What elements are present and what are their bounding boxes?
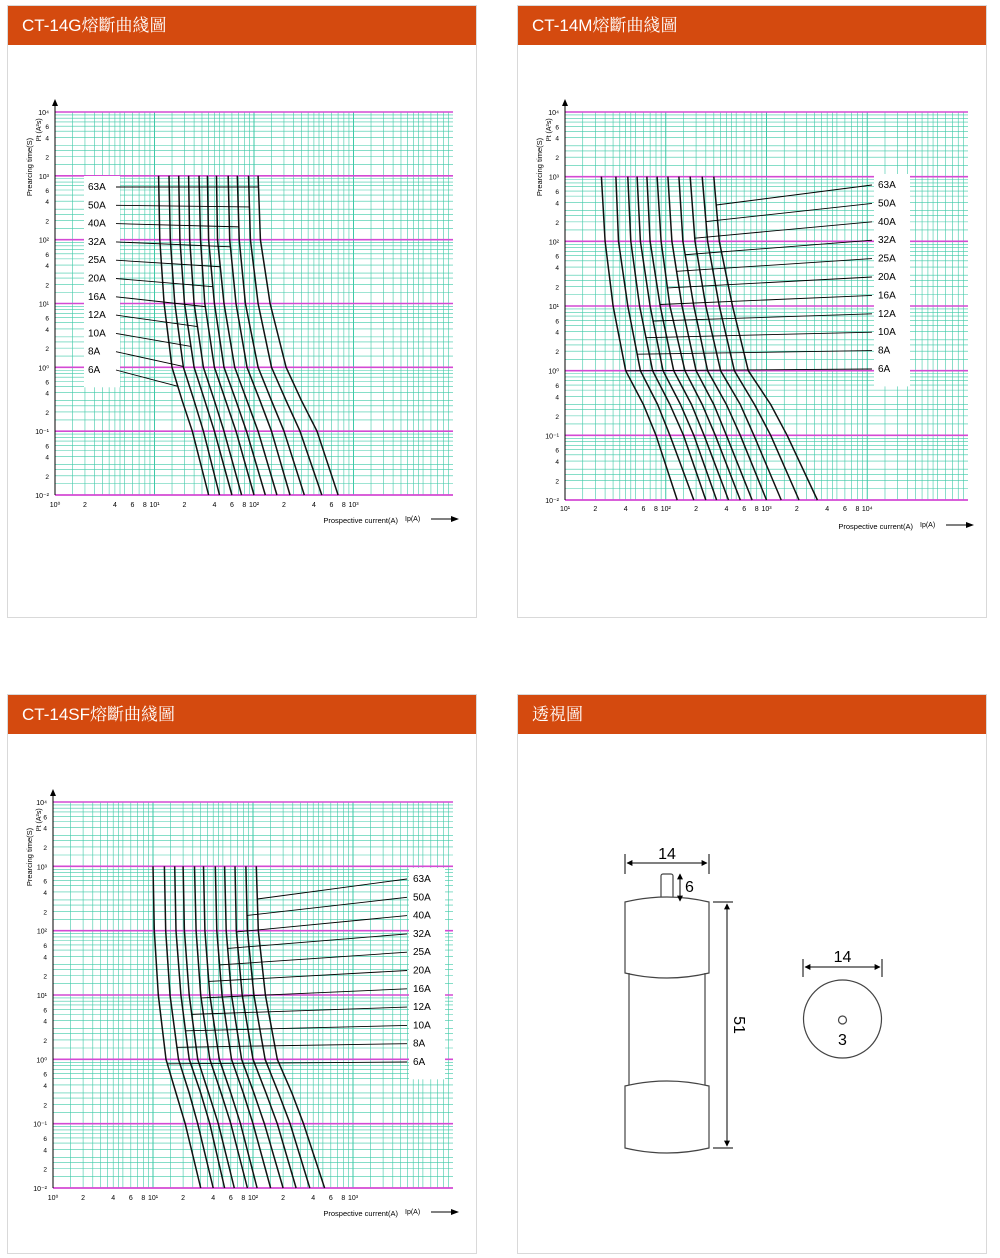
legend-label-63A: 63A <box>88 182 106 193</box>
legend-label-20A: 20A <box>88 273 106 285</box>
fuse-chart-ct14g <box>8 45 476 617</box>
fuse-chart-ct14m <box>518 45 986 617</box>
legend-leader-16A <box>116 297 205 307</box>
x-tick-label: 10⁰ <box>49 502 61 509</box>
legend-label-32A: 32A <box>88 236 106 248</box>
grid <box>50 789 453 1188</box>
x-tick-label: 2 <box>81 1195 86 1202</box>
x-axis-symbol: Ip(A) <box>405 1209 421 1216</box>
x-tick-label: 4 <box>724 506 729 513</box>
y-minor-tick-label: 4 <box>555 329 559 337</box>
x-tick-label: 8 <box>142 502 147 509</box>
y-minor-tick-label: 4 <box>45 199 49 207</box>
x-tick-label: 2 <box>281 502 286 509</box>
legend-leader-25A <box>116 260 220 267</box>
curve-63A <box>258 176 338 495</box>
y-minor-tick-label: 2 <box>45 346 49 354</box>
y-minor-tick-label: 4 <box>555 265 559 273</box>
x-tick-label: 8 <box>242 502 247 509</box>
legend-label-40A: 40A <box>88 218 106 230</box>
legend-label-6A: 6A <box>413 1057 426 1068</box>
x-axis-symbol: Ip(A) <box>405 516 421 523</box>
y-minor-tick-label: 2 <box>43 844 47 852</box>
curve-40A <box>690 177 781 500</box>
x-tick-label: 2 <box>794 506 799 513</box>
y-tick-label: 10⁰ <box>548 368 559 376</box>
x-tick-label: 2 <box>593 506 598 513</box>
legend-label-40A: 40A <box>413 910 431 922</box>
legend-leader-32A <box>228 934 407 949</box>
y-tick-label: 10³ <box>548 174 559 182</box>
x-tick-label: 10² <box>248 502 260 509</box>
dim-diameter-end: 14 <box>833 949 852 966</box>
x-axis-arrow <box>451 1209 459 1215</box>
fuse-curves <box>601 177 817 500</box>
legend-leader-20A <box>209 971 407 982</box>
legend-leader-12A <box>116 315 197 326</box>
y-minor-tick-label: 6 <box>555 447 559 455</box>
x-tick-label: 8 <box>341 502 346 509</box>
x-tick-label: 6 <box>328 1195 333 1202</box>
perspective-panel <box>517 694 987 1254</box>
dim-length: 51 <box>730 1016 747 1034</box>
y-tick-label: 10⁻² <box>33 1186 47 1193</box>
dim-pin-length: 6 <box>685 879 694 896</box>
y-minor-tick-label: 6 <box>555 253 559 261</box>
panel-title: CT-14M熔斷曲綫圖 <box>518 6 986 45</box>
y-minor-tick-label: 4 <box>43 889 47 897</box>
fuse-chart-ct14sf <box>8 734 476 1253</box>
curve-63A <box>256 866 324 1188</box>
y-axis-label: Prearcing time(S) <box>25 137 34 197</box>
x-tick-label: 4 <box>211 1195 216 1202</box>
x-tick-label: 10³ <box>761 506 772 513</box>
x-axis-label: Prospective current(A) <box>323 516 398 525</box>
panel-title: CT-14G熔斷曲綫圖 <box>8 6 476 45</box>
dim-hole: 3 <box>838 1032 847 1049</box>
y-minor-tick-label: 2 <box>45 154 49 162</box>
x-tick-label: 8 <box>754 506 759 513</box>
y-tick-label: 10¹ <box>38 301 49 309</box>
x-tick-label: 10³ <box>348 502 359 509</box>
y-minor-tick-label: 2 <box>45 282 49 290</box>
chart-panel-ct14g <box>7 5 477 618</box>
x-tick-label: 6 <box>329 502 334 509</box>
legend-leader-10A <box>185 1025 407 1030</box>
y-tick-label: 10² <box>38 237 49 245</box>
legend-label-6A: 6A <box>878 364 891 375</box>
panel-title: CT-14SF熔斷曲綫圖 <box>8 695 476 734</box>
y-axis-arrow <box>52 99 58 106</box>
x-tick-label: 6 <box>229 502 234 509</box>
curve-25A <box>215 866 270 1188</box>
curve-20A <box>657 177 740 500</box>
x-axis-symbol: Ip(A) <box>920 522 936 529</box>
x-tick-label: 6 <box>641 506 646 513</box>
legend-label-16A: 16A <box>88 291 106 303</box>
legend-label-63A: 63A <box>878 180 896 191</box>
y-minor-tick-label: 6 <box>45 443 49 451</box>
y-minor-tick-label: 2 <box>43 1037 47 1045</box>
y-tick-label: 10⁰ <box>36 1057 47 1065</box>
y-minor-tick-label: 6 <box>555 318 559 326</box>
y-tick-label: 10¹ <box>548 304 559 311</box>
legend-label-50A: 50A <box>878 198 896 210</box>
legend-leader-8A <box>116 352 183 367</box>
legend-leader-8A <box>177 1044 407 1048</box>
y-minor-tick-label: 2 <box>555 155 559 163</box>
x-tick-label: 6 <box>842 506 847 513</box>
y-minor-tick-label: 2 <box>43 1102 47 1110</box>
legend-label-32A: 32A <box>413 928 431 940</box>
curve-6A <box>159 176 209 495</box>
y-minor-tick-label: 6 <box>43 814 47 822</box>
x-tick-label: 10³ <box>347 1195 359 1202</box>
y-minor-tick-label: 4 <box>43 1018 47 1026</box>
x-axis-label: Prospective current(A) <box>838 522 913 531</box>
legend-leader-40A <box>116 224 239 227</box>
y-minor-tick-label: 6 <box>555 189 559 197</box>
y-axis-sublabel: I²t (A²s) <box>36 808 43 832</box>
y-minor-tick-label: 4 <box>555 394 559 402</box>
x-tick-label: 8 <box>855 506 860 513</box>
y-minor-tick-label: 6 <box>45 315 49 323</box>
fuse-drawing <box>518 734 986 1253</box>
y-tick-label: 10² <box>36 928 47 936</box>
y-minor-tick-label: 4 <box>45 390 49 398</box>
y-minor-tick-label: 2 <box>43 909 47 917</box>
x-tick-label: 4 <box>825 506 830 513</box>
y-tick-label: 10¹ <box>36 993 47 1000</box>
legend-leader-10A <box>646 332 872 337</box>
x-tick-label: 2 <box>82 502 87 509</box>
x-tick-label: 4 <box>112 502 117 509</box>
y-minor-tick-label: 2 <box>45 409 49 417</box>
legend-label-12A: 12A <box>878 308 896 320</box>
y-tick-label: 10⁴ <box>548 110 559 117</box>
y-minor-tick-label: 6 <box>43 1071 47 1079</box>
y-tick-label: 10⁴ <box>38 110 49 117</box>
legend-label-16A: 16A <box>878 290 896 302</box>
x-axis-arrow <box>451 516 459 522</box>
y-minor-tick-label: 6 <box>45 124 49 132</box>
curve-32A <box>679 177 767 500</box>
y-minor-tick-label: 6 <box>45 379 49 387</box>
x-tick-label: 2 <box>281 1195 286 1202</box>
y-tick-label: 10³ <box>38 173 49 181</box>
curve-20A <box>207 176 265 495</box>
legend-leader-20A <box>116 279 213 287</box>
y-minor-tick-label: 2 <box>555 284 559 292</box>
y-minor-tick-label: 2 <box>555 349 559 357</box>
x-tick-label: 8 <box>141 1195 146 1202</box>
curve-63A <box>714 177 818 500</box>
y-minor-tick-label: 4 <box>43 954 47 962</box>
legend-label-8A: 8A <box>88 346 101 358</box>
y-tick-label: 10² <box>548 239 559 247</box>
fuse-curves <box>159 176 339 495</box>
legend-label-25A: 25A <box>413 947 431 959</box>
panel-title: 透視圖 <box>518 695 986 734</box>
y-tick-label: 10⁻¹ <box>545 433 559 441</box>
x-tick-label: 6 <box>742 506 747 513</box>
y-minor-tick-label: 2 <box>555 219 559 227</box>
legend-label-12A: 12A <box>413 1002 431 1014</box>
legend-label-63A: 63A <box>413 874 431 885</box>
y-minor-tick-label: 4 <box>555 459 559 467</box>
fuse-curves <box>153 866 325 1188</box>
y-minor-tick-label: 2 <box>555 478 559 486</box>
y-axis-arrow <box>50 789 56 796</box>
y-minor-tick-label: 2 <box>45 218 49 226</box>
y-axis-label: Prearcing time(S) <box>25 827 34 887</box>
legend-label-10A: 10A <box>413 1020 431 1032</box>
legend-label-6A: 6A <box>88 365 101 376</box>
legend-label-32A: 32A <box>878 235 896 247</box>
curve-16A <box>195 866 248 1188</box>
y-tick-label: 10³ <box>36 864 47 872</box>
x-tick-label: 6 <box>228 1195 233 1202</box>
x-tick-label: 4 <box>623 506 628 513</box>
x-tick-label: 4 <box>311 1195 316 1202</box>
legend-leader-63A <box>257 879 407 899</box>
x-axis-arrow <box>966 522 974 528</box>
y-minor-tick-label: 4 <box>45 135 49 143</box>
legend-label-8A: 8A <box>878 345 891 357</box>
y-minor-tick-label: 4 <box>555 135 559 143</box>
y-minor-tick-label: 4 <box>43 825 47 833</box>
legend-label-50A: 50A <box>88 200 106 212</box>
y-minor-tick-label: 4 <box>43 1082 47 1090</box>
y-axis-sublabel: I²t (A²s) <box>36 118 43 142</box>
legend-label-25A: 25A <box>88 255 106 267</box>
chart-panel-ct14sf <box>7 694 477 1254</box>
x-tick-label: 4 <box>111 1195 116 1202</box>
x-tick-label: 2 <box>182 502 187 509</box>
x-tick-label: 10⁰ <box>47 1195 59 1202</box>
y-tick-label: 10⁰ <box>38 365 49 373</box>
legend-label-40A: 40A <box>878 216 896 228</box>
chart-panel-ct14m <box>517 5 987 618</box>
x-tick-label: 4 <box>311 502 316 509</box>
y-minor-tick-label: 4 <box>45 263 49 271</box>
legend-label-20A: 20A <box>413 965 431 977</box>
y-axis-sublabel: I²t (A²s) <box>546 118 553 142</box>
y-minor-tick-label: 4 <box>43 1147 47 1155</box>
y-minor-tick-label: 4 <box>45 454 49 462</box>
y-minor-tick-label: 6 <box>43 1007 47 1015</box>
y-tick-label: 10⁻¹ <box>35 429 49 437</box>
x-axis-label: Prospective current(A) <box>323 1209 398 1218</box>
y-tick-label: 10⁴ <box>36 800 47 807</box>
legend-leader-12A <box>653 314 872 321</box>
legend-label-10A: 10A <box>878 327 896 339</box>
y-minor-tick-label: 2 <box>555 413 559 421</box>
y-minor-tick-label: 2 <box>45 473 49 481</box>
x-tick-label: 10² <box>660 506 671 513</box>
legend-label-50A: 50A <box>413 892 431 904</box>
x-tick-label: 10¹ <box>559 506 571 513</box>
y-minor-tick-label: 6 <box>45 251 49 259</box>
y-tick-label: 10⁻² <box>35 493 49 500</box>
x-tick-label: 10⁴ <box>861 506 873 513</box>
y-axis-label: Prearcing time(S) <box>535 137 544 197</box>
x-tick-label: 2 <box>181 1195 186 1202</box>
legend-label-12A: 12A <box>88 310 106 322</box>
y-minor-tick-label: 6 <box>43 878 47 886</box>
x-tick-label: 10¹ <box>149 502 160 509</box>
y-minor-tick-label: 6 <box>43 1135 47 1143</box>
legend-leader-40A <box>236 916 407 932</box>
y-minor-tick-label: 4 <box>45 326 49 334</box>
legend-label-16A: 16A <box>413 983 431 995</box>
x-tick-label: 4 <box>212 502 217 509</box>
x-tick-label: 10² <box>247 1195 259 1202</box>
x-tick-label: 6 <box>128 1195 133 1202</box>
x-tick-label: 8 <box>241 1195 246 1202</box>
x-tick-label: 2 <box>694 506 699 513</box>
curve-20A <box>204 866 258 1188</box>
y-minor-tick-label: 6 <box>555 124 559 132</box>
y-minor-tick-label: 2 <box>43 973 47 981</box>
y-minor-tick-label: 4 <box>555 200 559 208</box>
legend-label-10A: 10A <box>88 328 106 340</box>
legend-label-25A: 25A <box>878 253 896 265</box>
y-minor-tick-label: 6 <box>555 383 559 391</box>
y-minor-tick-label: 6 <box>43 942 47 950</box>
y-tick-label: 10⁻¹ <box>33 1121 47 1129</box>
x-tick-label: 6 <box>130 502 135 509</box>
legend-leader-6A <box>116 370 178 386</box>
x-tick-label: 8 <box>341 1195 346 1202</box>
legend-label-8A: 8A <box>413 1038 426 1050</box>
y-tick-label: 10⁻² <box>545 498 559 505</box>
x-tick-label: 10¹ <box>147 1195 159 1202</box>
curve-40A <box>237 176 304 495</box>
legend-leader-50A <box>706 203 872 221</box>
y-minor-tick-label: 6 <box>45 187 49 195</box>
y-axis-arrow <box>562 99 568 106</box>
dim-diameter-top: 14 <box>658 846 676 863</box>
legend-label-20A: 20A <box>878 272 896 283</box>
legend-leader-63A <box>716 185 872 205</box>
fuse-body-side-view <box>625 874 709 1153</box>
curve-16A <box>647 177 729 500</box>
x-tick-label: 8 <box>654 506 658 513</box>
curve-25A <box>217 176 277 495</box>
y-minor-tick-label: 2 <box>43 1166 47 1174</box>
